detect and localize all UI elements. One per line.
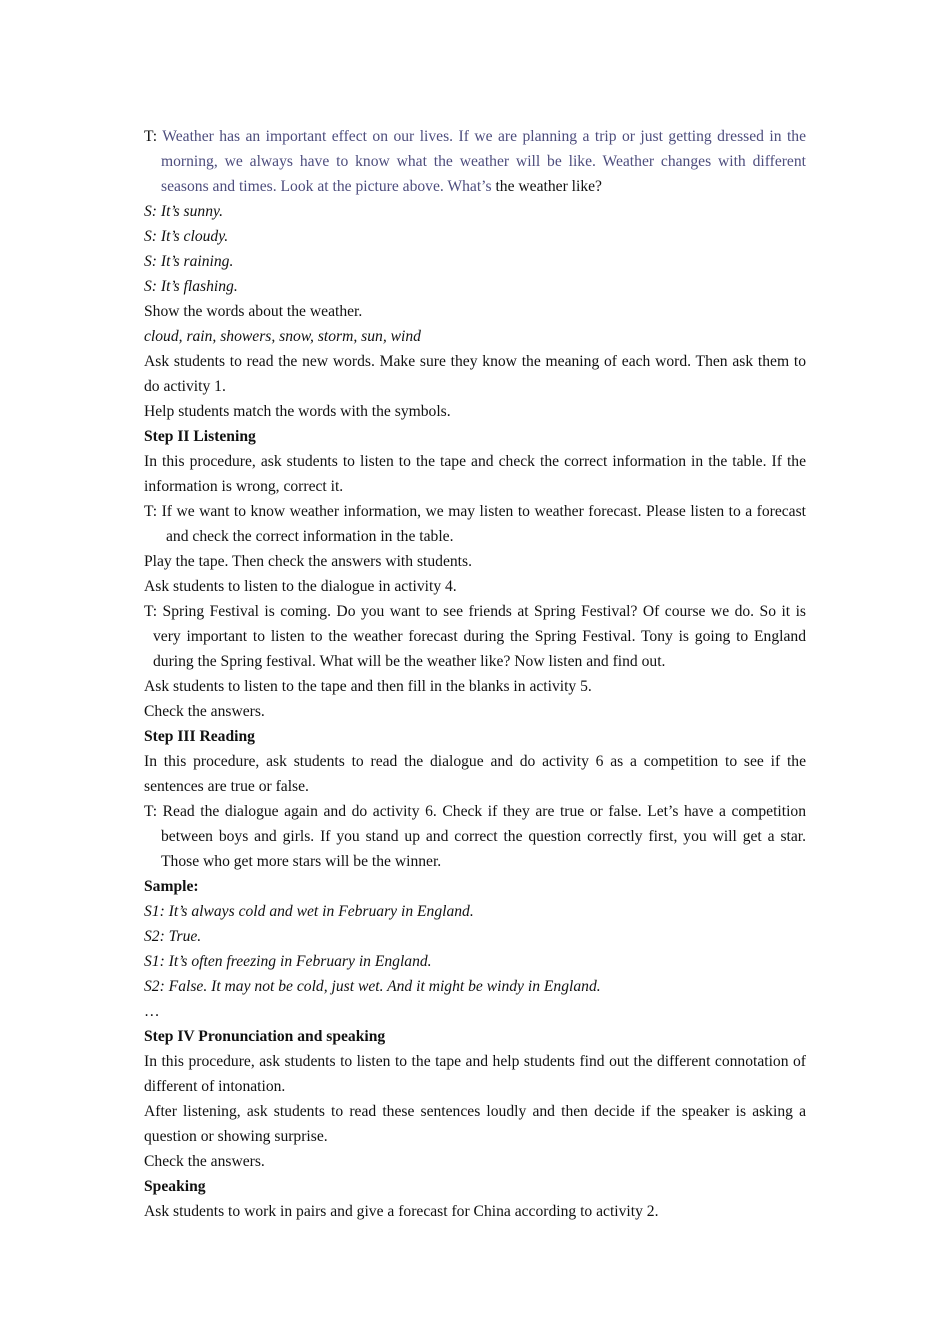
pairs-forecast-instruction: Ask students to work in pairs and give a forecast for China according to activity 2. (144, 1203, 659, 1220)
sample-heading: Sample: (144, 878, 199, 895)
speaking-heading: Speaking (144, 1178, 206, 1195)
teacher-intro-text: Weather has an important effect on our lives. If we are planning a trip or just getting dressed in the morning, we always have to know what the weather will be like. Weather changes with different seasons and times. Look at the picture above. What’s (161, 128, 807, 195)
step-3-procedure: In this procedure, ask students to read the dialogue and do activity 6 as a competition to see if the sentences are true or false. (144, 753, 806, 795)
check-answers-1: Check the answers. (144, 703, 265, 720)
show-words-instruction: Show the words about the weather. (144, 303, 363, 320)
dialogue-4-instruction: Ask students to listen to the dialogue in activity 4. (144, 578, 457, 595)
ellipsis: … (144, 1003, 160, 1020)
sample-line-2: S2: True. (144, 928, 202, 945)
sample-line-1: S1: It’s always cold and wet in February in England. (144, 903, 474, 920)
match-symbols-instruction: Help students match the words with the symbols. (144, 403, 451, 420)
speaker-label: T: (144, 128, 163, 145)
step-3-heading: Step III Reading (144, 728, 255, 745)
student-answer-cloudy: S: It’s cloudy. (144, 228, 229, 245)
lesson-plan-page (144, 124, 806, 1224)
step-2-procedure: In this procedure, ask students to listen to the tape and check the correct information in the table. If the information is wrong, correct it. (144, 453, 806, 495)
student-answer-sunny: S: It’s sunny. (144, 203, 223, 220)
after-listening-instruction: After listening, ask students to read these sentences loudly and then decide if the speaker is asking a question or showing surprise. (144, 1103, 806, 1145)
read-words-instruction: Ask students to read the new words. Make sure they know the meaning of each word. Then ask them to do activity 1. (144, 353, 806, 395)
fill-blanks-instruction: Ask students to listen to the tape and then fill in the blanks in activity 5. (144, 678, 592, 695)
step-2-heading: Step II Listening (144, 428, 256, 445)
teacher-spring-festival-line: T: Spring Festival is coming. Do you want to see friends at Spring Festival? Of course we do. So it is very important to listen to the weather forecast during the Spring Festival. Tony is going to England during the Spring festival. What will be the weather like? Now listen and find out. (144, 603, 806, 670)
teacher-read-dialogue-line: T: Read the dialogue again and do activity 6. Check if they are true or false. Let’s have a competition between boys and girls. If you stand up and correct the question correctly first, you will get a star. Those who get more stars will be the winner. (144, 803, 806, 870)
sample-line-4: S2: False. It may not be cold, just wet. And it might be windy in England. (144, 978, 601, 995)
teacher-forecast-line: T: If we want to know weather information, we may listen to weather forecast. Please listen to a forecast and check the correct information in the table. (144, 503, 806, 545)
student-answer-raining: S: It’s raining. (144, 253, 234, 270)
teacher-intro-line (144, 124, 806, 199)
play-tape-instruction: Play the tape. Then check the answers with students. (144, 553, 472, 570)
teacher-intro-question-end: the weather like? (491, 178, 602, 195)
sample-line-3: S1: It’s often freezing in February in England. (144, 953, 432, 970)
step-4-heading: Step IV Pronunciation and speaking (144, 1028, 386, 1045)
step-4-procedure: In this procedure, ask students to listen to the tape and help students find out the different connotation of different of intonation. (144, 1053, 806, 1095)
student-answer-flashing: S: It’s flashing. (144, 278, 238, 295)
weather-word-list: cloud, rain, showers, snow, storm, sun, wind (144, 328, 421, 345)
check-answers-2: Check the answers. (144, 1153, 265, 1170)
